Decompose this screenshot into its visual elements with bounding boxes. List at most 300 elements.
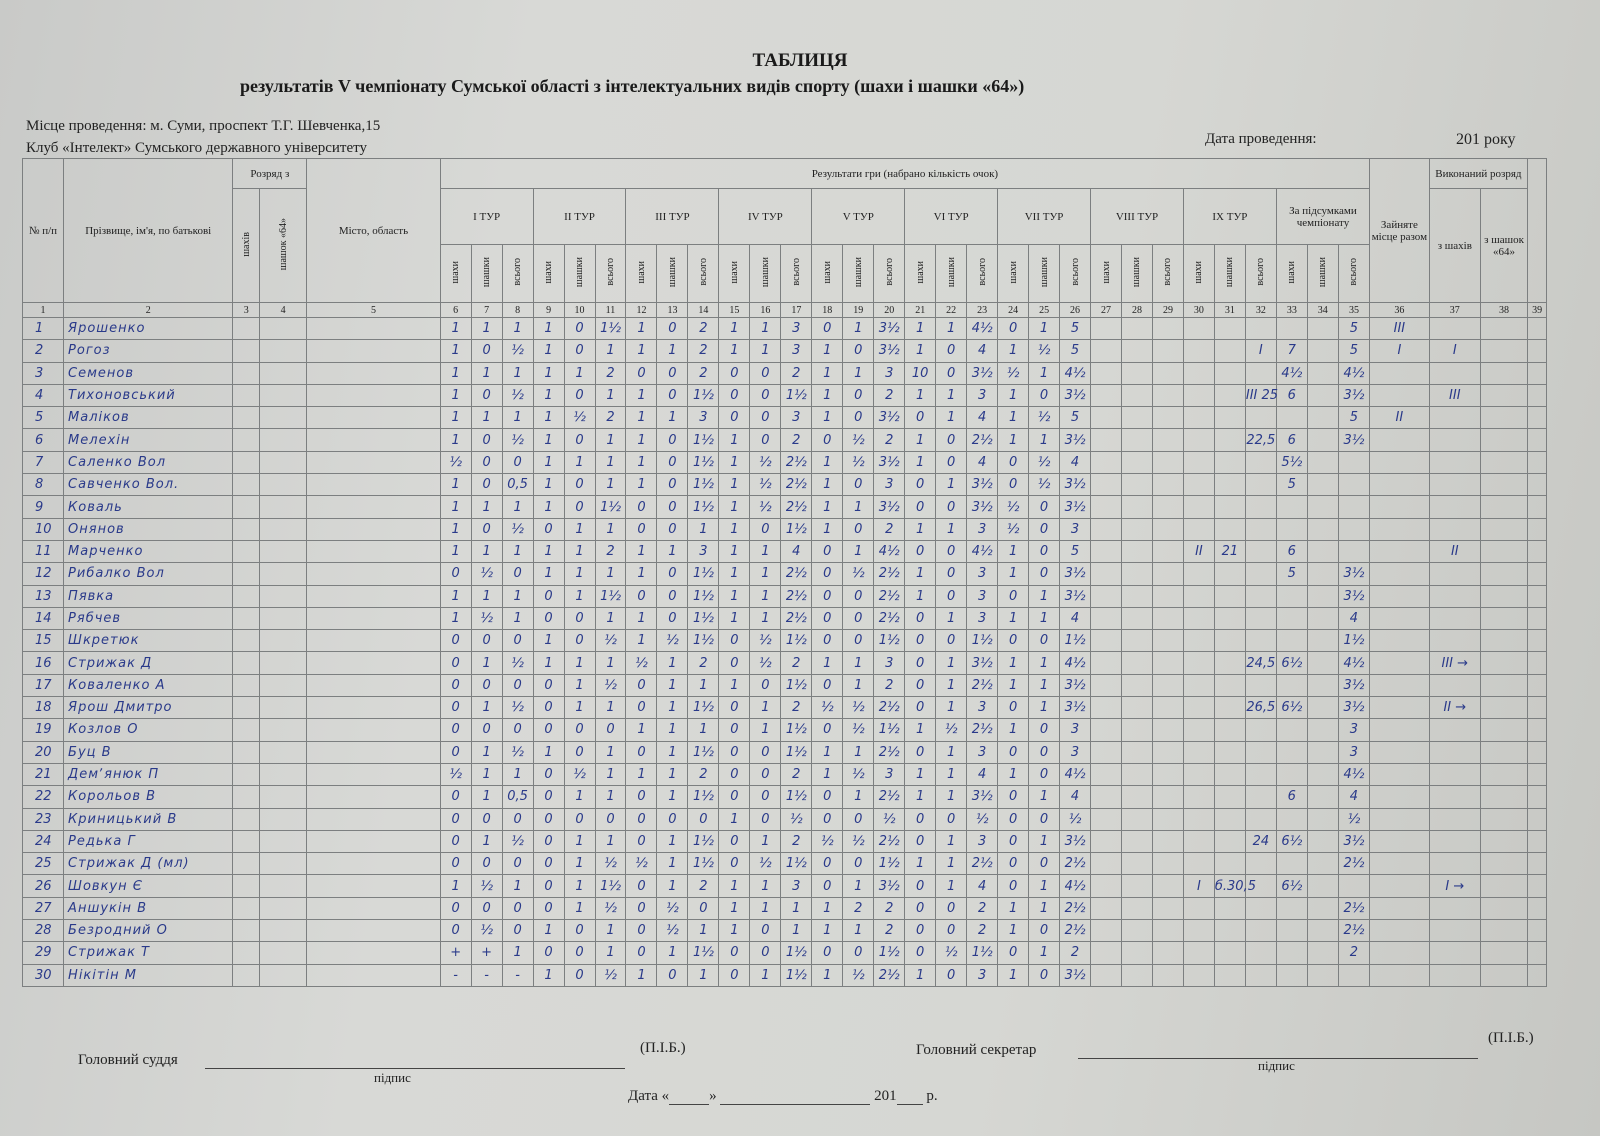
result-cell	[1183, 920, 1214, 942]
result-cell	[1338, 875, 1369, 897]
result-cell	[1480, 719, 1527, 741]
table-row	[23, 563, 1547, 585]
player-name: Ярош Дмитро	[64, 697, 233, 719]
result-cell: 3½	[967, 362, 998, 384]
result-cell	[1307, 853, 1338, 875]
result-cell: 2	[781, 763, 812, 785]
result-cell: 3	[874, 763, 905, 785]
result-cell	[1183, 741, 1214, 763]
result-cell	[1480, 741, 1527, 763]
result-cell: 1	[657, 853, 688, 875]
sub-header-6-2: шашки	[936, 245, 967, 303]
result-cell: ІІ →	[1429, 697, 1480, 719]
result-cell	[1152, 429, 1183, 451]
result-cell	[1121, 697, 1152, 719]
rank-chess-cell	[233, 362, 260, 384]
result-cell: І	[1429, 340, 1480, 362]
result-cell: 1	[905, 340, 936, 362]
result-cell	[1480, 384, 1527, 406]
result-cell: 0	[998, 942, 1029, 964]
result-cell: 0	[502, 808, 533, 830]
col-number-8: 8	[502, 303, 533, 318]
player-name: Саленко Вол	[64, 451, 233, 473]
rank-chess-cell	[233, 942, 260, 964]
result-cell: 0	[471, 853, 502, 875]
result-cell	[1152, 630, 1183, 652]
result-cell	[1091, 474, 1122, 496]
result-cell	[1370, 429, 1430, 451]
col-number-25: 25	[1029, 303, 1060, 318]
result-cell: ½	[471, 563, 502, 585]
result-cell: 0	[750, 786, 781, 808]
city-cell	[307, 451, 440, 473]
result-cell: 1½	[781, 942, 812, 964]
result-cell: 1	[595, 741, 626, 763]
sub-header-6-3: всього	[967, 245, 998, 303]
result-cell: 1	[936, 786, 967, 808]
result-cell: 4	[1060, 786, 1091, 808]
result-cell: 0	[936, 340, 967, 362]
result-cell	[1121, 652, 1152, 674]
result-cell: 1	[936, 830, 967, 852]
result-cell: 1	[905, 429, 936, 451]
result-cell: 3	[1338, 719, 1369, 741]
result-cell: 1	[905, 563, 936, 585]
table-row	[23, 429, 1547, 451]
result-cell: 1	[750, 318, 781, 340]
result-cell: 1½	[688, 451, 719, 473]
result-cell	[1307, 429, 1338, 451]
result-cell: 4½	[967, 318, 998, 340]
city-cell	[307, 630, 440, 652]
result-cell: 2	[595, 407, 626, 429]
result-cell	[1338, 540, 1369, 562]
rank-chess-cell	[233, 786, 260, 808]
result-cell: 0	[626, 875, 657, 897]
result-cell: 1	[843, 786, 874, 808]
result-cell: 1	[657, 540, 688, 562]
result-cell: 0	[905, 652, 936, 674]
result-cell: 0	[936, 496, 967, 518]
result-cell: 0	[626, 942, 657, 964]
result-cell: 1	[657, 407, 688, 429]
result-cell: ІІ	[1370, 407, 1430, 429]
result-cell	[1370, 585, 1430, 607]
result-cell: 1	[533, 362, 564, 384]
result-cell: 1	[533, 429, 564, 451]
result-cell: 1	[626, 340, 657, 362]
result-cell: 1	[502, 362, 533, 384]
sign-label-2: підпис	[1258, 1058, 1295, 1073]
result-cell: 3½	[1338, 674, 1369, 696]
row-number: 23	[23, 808, 64, 830]
table-row	[23, 674, 1547, 696]
result-cell	[1183, 474, 1214, 496]
result-cell: 2	[688, 362, 719, 384]
rank-draughts-cell	[260, 830, 307, 852]
result-cell: 1	[719, 607, 750, 629]
date-label: Дата проведення:	[1205, 131, 1317, 147]
result-cell: 1½	[781, 741, 812, 763]
result-cell: 1	[750, 964, 781, 986]
table-row	[23, 897, 1547, 919]
result-cell: 0	[471, 384, 502, 406]
rank-chess-cell	[233, 697, 260, 719]
result-cell: 2	[781, 652, 812, 674]
result-cell: 0	[750, 407, 781, 429]
result-cell: 2½	[874, 741, 905, 763]
result-cell: 0	[564, 429, 595, 451]
result-cell: 1	[657, 763, 688, 785]
player-name: Рибалко Вол	[64, 563, 233, 585]
extra-cell	[1528, 429, 1547, 451]
sub-header-2-1: шахи	[533, 245, 564, 303]
result-cell: 0	[719, 942, 750, 964]
result-cell: 0	[1029, 540, 1060, 562]
result-cell: 0	[719, 697, 750, 719]
result-cell	[1370, 808, 1430, 830]
result-cell	[1152, 563, 1183, 585]
result-cell: 2½	[874, 697, 905, 719]
table-row	[23, 853, 1547, 875]
footer-date: Дата « » 201 р.	[628, 1088, 938, 1104]
result-cell	[1183, 897, 1214, 919]
result-cell	[1121, 853, 1152, 875]
result-cell	[1183, 630, 1214, 652]
result-cell: 3	[1338, 741, 1369, 763]
result-cell	[1480, 540, 1527, 562]
player-name: Стрижак Д (мл)	[64, 853, 233, 875]
result-cell	[1307, 496, 1338, 518]
rank-chess-cell	[233, 920, 260, 942]
result-cell: ½	[750, 474, 781, 496]
col-number-32: 32	[1245, 303, 1276, 318]
result-cell: ½	[440, 451, 471, 473]
sub-header-6-1: шахи	[905, 245, 936, 303]
pib-label-2: (П.І.Б.)	[1488, 1030, 1534, 1046]
result-cell: 1½	[688, 830, 719, 852]
sub-header-8-1: шахи	[1091, 245, 1122, 303]
result-cell	[1276, 518, 1307, 540]
result-cell: 1	[595, 920, 626, 942]
result-cell	[1429, 942, 1480, 964]
result-cell: 0	[719, 407, 750, 429]
city-cell	[307, 407, 440, 429]
col-number-6: 6	[440, 303, 471, 318]
result-cell: 3½	[967, 652, 998, 674]
result-cell	[1183, 429, 1214, 451]
result-cell: 3½	[967, 496, 998, 518]
city-cell	[307, 942, 440, 964]
result-cell: ½	[595, 853, 626, 875]
result-cell: 0	[812, 540, 843, 562]
col-number-19: 19	[843, 303, 874, 318]
result-cell: 0	[657, 474, 688, 496]
result-cell: 0	[936, 585, 967, 607]
result-cell: 3½	[1060, 474, 1091, 496]
result-cell: 1	[719, 429, 750, 451]
result-cell: 5	[1060, 340, 1091, 362]
rank-chess-cell	[233, 719, 260, 741]
result-cell: 1½	[688, 496, 719, 518]
extra-cell	[1528, 719, 1547, 741]
result-cell	[1121, 920, 1152, 942]
result-cell: 1	[812, 920, 843, 942]
table-row	[23, 607, 1547, 629]
result-cell: 3½	[1060, 585, 1091, 607]
result-cell: 0	[502, 920, 533, 942]
result-cell: 1	[998, 340, 1029, 362]
result-cell: 1	[719, 674, 750, 696]
col-number-33: 33	[1276, 303, 1307, 318]
result-cell	[1214, 652, 1245, 674]
result-cell: 0	[905, 496, 936, 518]
result-cell	[1307, 920, 1338, 942]
result-cell	[1429, 741, 1480, 763]
result-cell	[1370, 607, 1430, 629]
result-cell: 1	[564, 518, 595, 540]
result-cell	[1307, 719, 1338, 741]
result-cell: ІІ	[1429, 540, 1480, 562]
result-cell	[1183, 808, 1214, 830]
result-cell: 1	[1029, 897, 1060, 919]
result-cell: 0	[843, 585, 874, 607]
sub-header-3-1: шахи	[626, 245, 657, 303]
result-cell	[1183, 719, 1214, 741]
result-cell: 1	[1029, 585, 1060, 607]
result-cell: 1	[657, 741, 688, 763]
table-row	[23, 340, 1547, 362]
col-number-26: 26	[1060, 303, 1091, 318]
result-cell	[1245, 853, 1276, 875]
result-cell	[1091, 942, 1122, 964]
result-cell	[1245, 496, 1276, 518]
result-cell	[1121, 875, 1152, 897]
result-cell: 1½	[688, 741, 719, 763]
col-number-12: 12	[626, 303, 657, 318]
result-cell: 0	[719, 741, 750, 763]
rank-chess-cell	[233, 585, 260, 607]
result-cell: 0	[905, 474, 936, 496]
row-number: 8	[23, 474, 64, 496]
result-cell	[1214, 719, 1245, 741]
rank-chess-cell	[233, 496, 260, 518]
rank-draughts-cell	[260, 964, 307, 986]
city-cell	[307, 563, 440, 585]
extra-cell	[1528, 808, 1547, 830]
result-cell: 0	[626, 897, 657, 919]
result-cell: 1	[1029, 697, 1060, 719]
row-number: 16	[23, 652, 64, 674]
result-cell: 0	[750, 518, 781, 540]
result-cell: 0	[843, 407, 874, 429]
result-cell: 0	[440, 563, 471, 585]
result-cell	[1091, 518, 1122, 540]
result-cell: 1	[812, 384, 843, 406]
rank-chess-cell	[233, 808, 260, 830]
extra-cell	[1528, 763, 1547, 785]
result-cell: 1	[626, 384, 657, 406]
result-cell	[1245, 585, 1276, 607]
result-cell: 0	[471, 808, 502, 830]
result-cell	[1307, 652, 1338, 674]
result-cell: 4	[781, 540, 812, 562]
result-cell: 0	[626, 741, 657, 763]
result-cell: 0	[502, 630, 533, 652]
result-cell: 0	[564, 607, 595, 629]
result-cell: 0	[1029, 563, 1060, 585]
result-cell: 1	[564, 585, 595, 607]
result-cell	[1183, 563, 1214, 585]
result-cell	[1245, 563, 1276, 585]
result-cell: 0	[564, 719, 595, 741]
city-cell	[307, 362, 440, 384]
result-cell	[1307, 875, 1338, 897]
result-cell	[1214, 340, 1245, 362]
table-row	[23, 384, 1547, 406]
result-cell: ½	[750, 451, 781, 473]
result-cell: 0	[626, 808, 657, 830]
result-cell: 1	[1029, 942, 1060, 964]
result-cell: ½	[471, 607, 502, 629]
tour-header-2: ІІ ТУР	[533, 189, 626, 245]
result-cell: 2	[781, 429, 812, 451]
rank-draughts-cell	[260, 875, 307, 897]
sub-header-10-1: шахи	[1276, 245, 1307, 303]
result-cell: ½	[936, 942, 967, 964]
row-number: 25	[23, 853, 64, 875]
result-cell: 0	[657, 451, 688, 473]
result-cell: 4	[1060, 451, 1091, 473]
result-cell: 1	[750, 563, 781, 585]
result-cell: 2½	[967, 674, 998, 696]
result-cell	[1276, 607, 1307, 629]
rank-draughts-cell	[260, 407, 307, 429]
extra-cell	[1528, 518, 1547, 540]
result-cell: +	[440, 942, 471, 964]
result-cell: 1½	[595, 585, 626, 607]
result-cell: 1	[781, 920, 812, 942]
result-cell	[1183, 697, 1214, 719]
result-cell	[1370, 853, 1430, 875]
chief-secretary-line	[1078, 1042, 1478, 1059]
result-cell: 0	[812, 607, 843, 629]
sub-header-9-2: шашки	[1214, 245, 1245, 303]
result-cell	[1214, 674, 1245, 696]
result-cell: 3½	[1060, 496, 1091, 518]
result-cell	[1091, 318, 1122, 340]
result-cell: ½	[502, 384, 533, 406]
result-cell: 0	[905, 875, 936, 897]
result-cell	[1338, 451, 1369, 473]
sub-header-4-3: всього	[781, 245, 812, 303]
result-cell: 0	[471, 340, 502, 362]
tour-header-8: VІІІ ТУР	[1091, 189, 1184, 245]
result-cell	[1429, 830, 1480, 852]
result-cell	[1214, 942, 1245, 964]
result-cell: ½	[502, 429, 533, 451]
result-cell: 0	[564, 741, 595, 763]
result-cell: 0	[719, 652, 750, 674]
result-cell	[1091, 607, 1122, 629]
result-cell	[1307, 563, 1338, 585]
result-cell: 1	[750, 875, 781, 897]
result-cell: 0	[936, 964, 967, 986]
result-cell: 0	[936, 630, 967, 652]
player-name: Козлов О	[64, 719, 233, 741]
result-cell: 1	[998, 920, 1029, 942]
result-cell	[1480, 607, 1527, 629]
result-cell: 1	[750, 540, 781, 562]
result-cell: 0	[564, 318, 595, 340]
result-cell	[1245, 518, 1276, 540]
result-cell: 1	[471, 407, 502, 429]
result-cell: ІІ	[1183, 540, 1214, 562]
col-number-24: 24	[998, 303, 1029, 318]
extra-cell	[1528, 897, 1547, 919]
result-cell: 0	[533, 897, 564, 919]
result-cell: 6	[1276, 429, 1307, 451]
result-cell: 0	[812, 318, 843, 340]
result-cell: 0	[533, 875, 564, 897]
result-cell: 0	[564, 384, 595, 406]
result-cell: 0	[750, 674, 781, 696]
result-cell: 1	[812, 763, 843, 785]
sub-header-3-3: всього	[688, 245, 719, 303]
result-cell: 1½	[688, 474, 719, 496]
result-cell: 1	[905, 318, 936, 340]
result-cell	[1245, 763, 1276, 785]
result-cell: І	[1183, 875, 1214, 897]
result-cell: 0	[905, 741, 936, 763]
col-number-36: 36	[1370, 303, 1430, 318]
result-cell: 1	[502, 496, 533, 518]
rank-chess-cell	[233, 540, 260, 562]
result-cell	[1214, 451, 1245, 473]
result-cell: 2½	[781, 451, 812, 473]
result-cell: 4½	[1276, 362, 1307, 384]
result-cell	[1429, 808, 1480, 830]
result-cell: 0	[564, 942, 595, 964]
result-cell	[1152, 340, 1183, 362]
result-cell	[1245, 808, 1276, 830]
row-number: 4	[23, 384, 64, 406]
city-cell	[307, 318, 440, 340]
result-cell: 4	[967, 763, 998, 785]
result-cell: 1½	[688, 585, 719, 607]
sub-header-1-3: всього	[502, 245, 533, 303]
result-cell: 0	[812, 853, 843, 875]
result-cell	[1480, 786, 1527, 808]
result-cell: б.30,5	[1214, 875, 1245, 897]
result-cell: 1	[905, 763, 936, 785]
result-cell	[1307, 808, 1338, 830]
result-cell	[1121, 384, 1152, 406]
extra-cell	[1528, 540, 1547, 562]
result-cell: 6½	[1276, 652, 1307, 674]
row-number: 15	[23, 630, 64, 652]
result-cell: ½	[812, 830, 843, 852]
result-cell: 2	[874, 384, 905, 406]
result-cell: 1	[905, 585, 936, 607]
result-cell	[1429, 964, 1480, 986]
result-cell: 1	[1029, 607, 1060, 629]
result-cell: 1	[688, 719, 719, 741]
result-cell: 1	[595, 607, 626, 629]
row-number: 26	[23, 875, 64, 897]
result-cell: 1	[440, 875, 471, 897]
result-cell	[1214, 897, 1245, 919]
